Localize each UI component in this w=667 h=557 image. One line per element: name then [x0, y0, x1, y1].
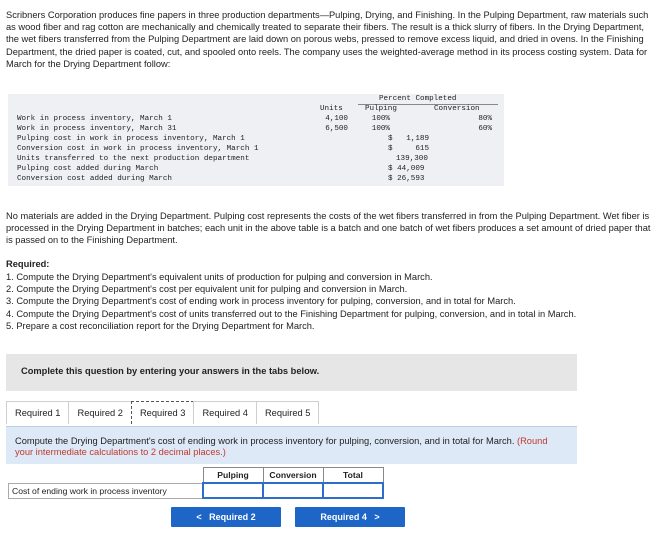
- row-value: $ 1,189: [388, 135, 430, 143]
- chevron-right-icon: >: [374, 512, 380, 522]
- department-description: No materials are added in the Drying Department. Pulping cost represents the costs of the wet fibers transferred in from the Pulping Department. Wet fiber is processed in the Drying Department in batches; each unit in the above table is a batch and one batch of wet fibers produces a set amount of dried paper that is passed on to the Finishing Department.: [6, 211, 651, 246]
- row-value: 139,300: [396, 155, 428, 163]
- conversion-cell: [263, 483, 323, 498]
- prev-required-button[interactable]: [171, 507, 281, 527]
- prev-button-label: Required 2: [209, 512, 256, 522]
- tab-required-3[interactable]: Required 3: [131, 401, 194, 424]
- next-button-label: Required 4: [320, 512, 367, 522]
- table-row: [9, 483, 384, 498]
- intro-paragraph: Scribners Corporation produces fine papers in three production departments—Pulping, Drying, and Finishing. In the Pulping Department, raw materials such as wood fiber and rag cotton are mechanically and chemically treated to separate their fibers. The result is a thick slurry of fibers. In the Drying Department, the wet fibers transferred from the Pulping Department are laid down on porous webs, pressed to remove excess liquid, and dried in ovens. In the Finishing Department, the dried paper is coated, cut, and spooled onto reels. The company uses the weighted-average method in its process costing system. Data for March for the Drying Department follow:: [6, 10, 649, 69]
- row-label: Units transferred to the next production department: [17, 155, 250, 163]
- pulping-input[interactable]: [204, 484, 262, 497]
- answer-header-total: Total: [323, 468, 383, 484]
- row-label: Pulping cost added during March: [17, 165, 159, 173]
- answer-header-conversion: Conversion: [263, 468, 323, 484]
- data-table: [8, 94, 504, 186]
- percent-completed-header: Percent Completed: [379, 95, 457, 103]
- tab-bar: [6, 401, 318, 425]
- question-text: [15, 436, 565, 458]
- row-label: Conversion cost in work in process inventory, March 1: [17, 145, 259, 153]
- total-input[interactable]: [324, 484, 382, 497]
- answer-header-blank: [9, 468, 204, 484]
- answer-row-label: Cost of ending work in process inventory: [9, 483, 204, 498]
- required-list: [6, 271, 654, 332]
- required-item: 4. Compute the Drying Department's cost of units transferred out to the Finishing Department for pulping, conversion, and in total in March.: [6, 308, 577, 319]
- question-panel: [6, 426, 577, 464]
- pulping-cell: [203, 483, 263, 498]
- row-conversion: 60%: [478, 125, 492, 133]
- required-item: 5. Prepare a cost reconciliation report for the Drying Department for March.: [6, 320, 315, 331]
- question-prompt: Compute the Drying Department's cost of ending work in process inventory for pulping, conversion, and in total for March.: [15, 436, 515, 446]
- rounding-note: (Round your intermediate calculations to 2 decimal places.): [15, 436, 548, 457]
- units-header: Units: [320, 105, 343, 113]
- tab-required-4[interactable]: Required 4: [193, 401, 256, 424]
- row-units: 6,500: [325, 125, 348, 133]
- pulping-header: Pulping: [365, 105, 397, 113]
- instructions-text: Complete this question by entering your answers in the tabs below.: [21, 366, 320, 376]
- row-value: $ 44,009: [388, 165, 425, 173]
- instructions-box: [6, 354, 577, 391]
- row-value: $ 26,593: [388, 175, 425, 183]
- chevron-left-icon: <: [196, 512, 202, 522]
- row-label: Work in process inventory, March 1: [17, 115, 172, 123]
- required-item: 2. Compute the Drying Department's cost per equivalent unit for pulping and conversion in March.: [6, 284, 408, 295]
- row-label: Pulping cost in work in process inventory, March 1: [17, 135, 245, 143]
- required-heading: Required:: [6, 259, 50, 269]
- answer-header-pulping: Pulping: [203, 468, 263, 484]
- row-pulping: 100%: [371, 115, 390, 123]
- conversion-input[interactable]: [264, 484, 322, 497]
- row-units: 4,100: [325, 115, 348, 123]
- answer-table: [8, 467, 384, 499]
- tab-required-2[interactable]: Required 2: [68, 401, 131, 424]
- row-value: $ 615: [388, 145, 430, 153]
- tab-required-5[interactable]: Required 5: [256, 401, 319, 424]
- row-label: Conversion cost added during March: [17, 175, 172, 183]
- row-label: Work in process inventory, March 31: [17, 125, 177, 133]
- next-required-button[interactable]: [295, 507, 405, 527]
- required-item: 1. Compute the Drying Department's equivalent units of production for pulping and conversion in March.: [6, 272, 433, 282]
- required-item: 3. Compute the Drying Department's cost of ending work in process inventory for pulping, conversion, and in total for March.: [6, 296, 516, 307]
- conversion-header: Conversion: [434, 105, 480, 113]
- total-cell: [323, 483, 383, 498]
- row-conversion: 80%: [478, 115, 492, 123]
- tab-required-1[interactable]: Required 1: [6, 401, 69, 424]
- row-pulping: 100%: [371, 125, 390, 133]
